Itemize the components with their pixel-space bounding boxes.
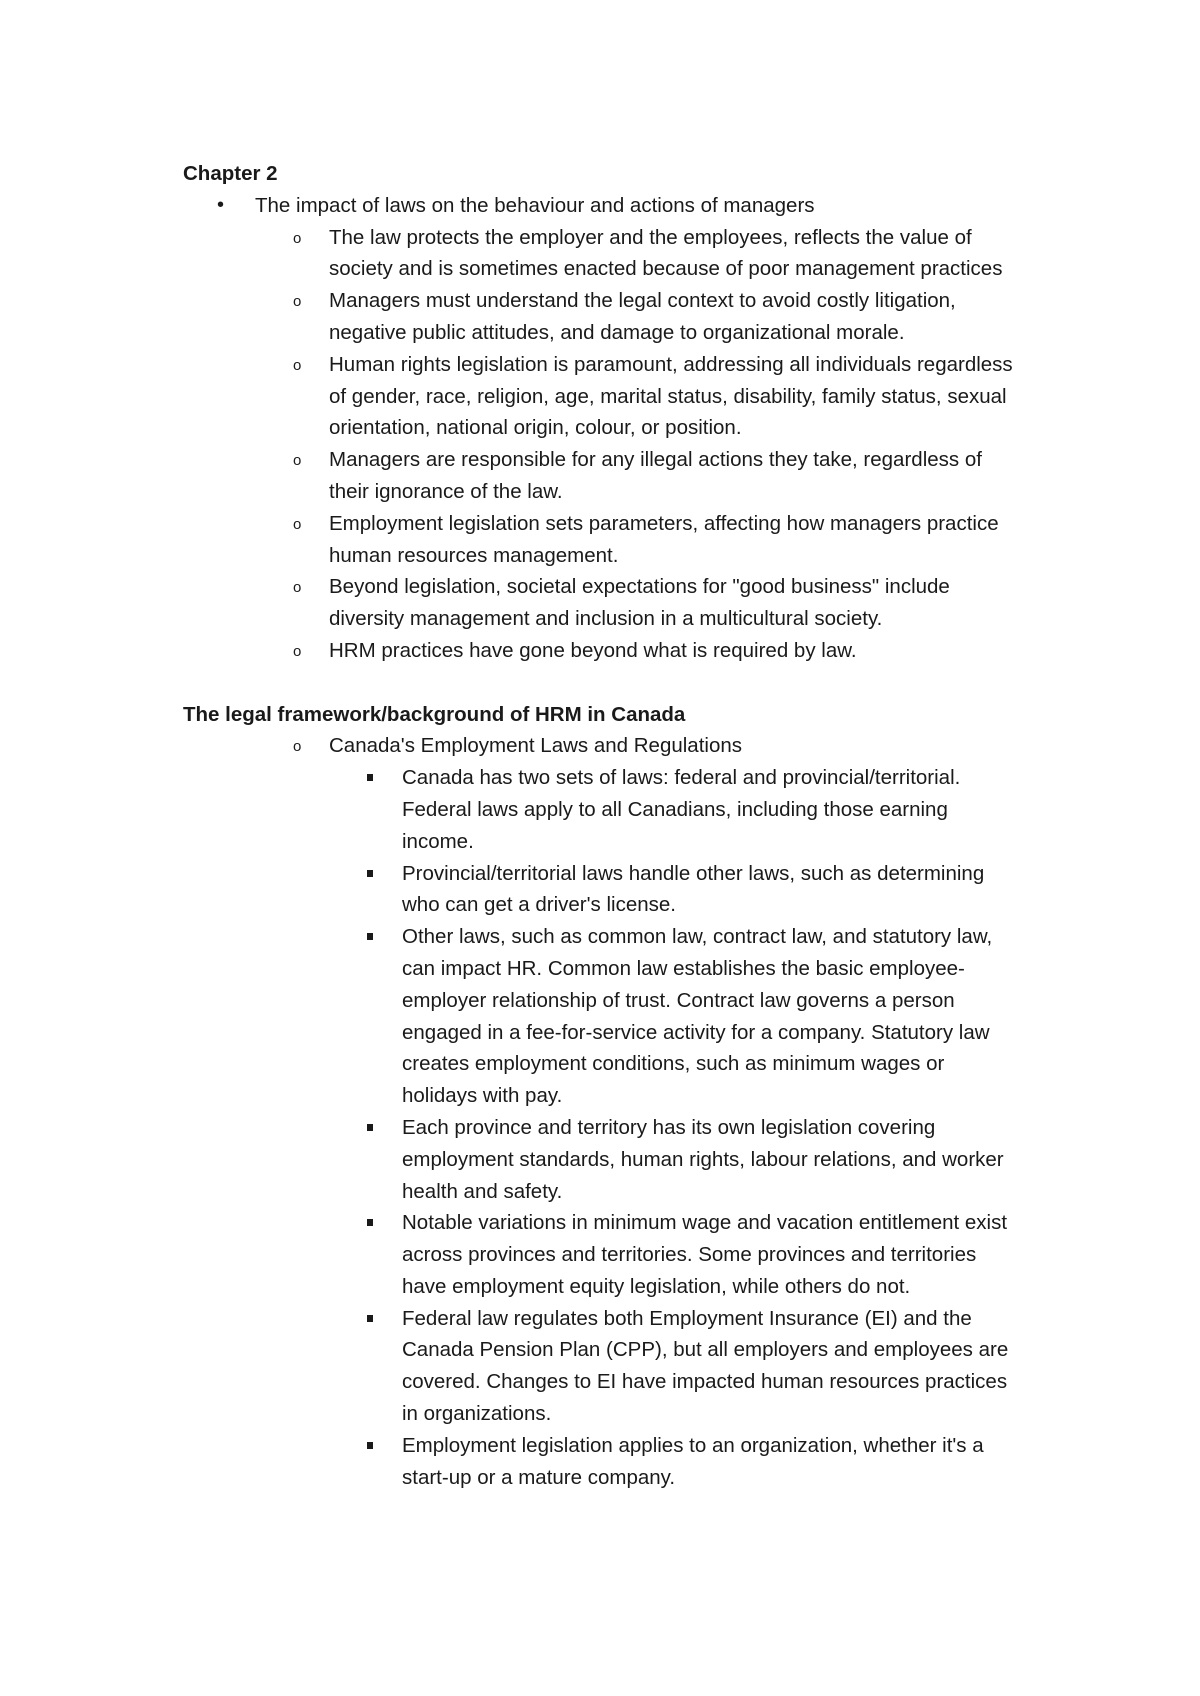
sub-bullet-marker: o [293, 293, 302, 311]
list-item [183, 635, 1043, 667]
list-item [183, 1430, 1043, 1494]
list-item [183, 730, 1043, 762]
list-item [183, 858, 1043, 922]
list-item [183, 285, 1043, 349]
list-item [183, 1207, 1043, 1302]
list-item [183, 1303, 1043, 1430]
sub-bullet-marker: o [293, 515, 302, 533]
sub-bullet-marker: o [293, 356, 302, 374]
sub-bullet-marker: o [293, 452, 302, 470]
detail-text: Canada has two sets of laws: federal and provincial/territorial. Federal laws apply to all Canadians, including those earning income. [402, 766, 961, 853]
impact-sub-list [183, 222, 1043, 667]
detail-text: Employment legislation applies to an organization, whether it's a start-up or a mature company. [402, 1433, 984, 1489]
square-bullet-marker [367, 870, 373, 877]
list-item [183, 571, 1043, 635]
detail-text: Provincial/territorial laws handle other laws, such as determining who can get a driver's license. [402, 861, 985, 917]
sub-bullet-text: Human rights legislation is paramount, addressing all individuals regardless of gender, race, religion, age, marital status, disability, family status, sexual orientation, national origin, colour, or position. [329, 352, 1013, 440]
sub-bullet-text: The law protects the employer and the employees, reflects the value of society and is sometimes enacted because of poor management practices [329, 225, 1003, 281]
square-bullet-marker [367, 1442, 373, 1449]
square-bullet-marker [367, 1124, 373, 1131]
sub-bullet-text: HRM practices have gone beyond what is required by law. [329, 638, 857, 662]
bullet-text: The impact of laws on the behaviour and actions of managers [255, 193, 815, 217]
square-bullet-marker [367, 1315, 373, 1322]
framework-sub-list [183, 730, 1043, 762]
bullet-marker: • [217, 193, 225, 216]
list-item [183, 1112, 1043, 1207]
list-item [183, 349, 1043, 444]
square-bullet-marker [367, 1219, 373, 1226]
list-item [183, 444, 1043, 508]
list-item [183, 190, 1043, 222]
sub-bullet-text: Beyond legislation, societal expectations for "good business" include diversity management and inclusion in a multicultural society. [329, 575, 950, 631]
list-item [183, 762, 1043, 857]
square-bullet-marker [367, 933, 373, 940]
list-item [183, 921, 1043, 1112]
sub-bullet-text: Employment legislation sets parameters, affecting how managers practice human resources management. [329, 511, 999, 567]
section-heading: The legal framework/background of HRM in Canada [183, 702, 686, 726]
document-content [183, 158, 1043, 1493]
chapter-heading: Chapter 2 [183, 162, 278, 185]
detail-text: Each province and territory has its own legislation covering employment standards, human rights, labour relations, and worker health and safety. [402, 1115, 1004, 1203]
detail-text: Other laws, such as common law, contract law, and statutory law, can impact HR. Common law establishes the basic employee-employer relationship of trust. Contract law governs a person engaged in a fee-for-service activity for a company. Statutory law creates employment conditions, such as minimum wages or holidays with pay. [402, 925, 993, 1108]
sub-bullet-text: Canada's Employment Laws and Regulations [329, 734, 743, 758]
sub-bullet-marker: o [293, 229, 302, 247]
sub-bullet-text: Managers are responsible for any illegal actions they take, regardless of their ignorance of the law. [329, 448, 982, 503]
list-item [183, 508, 1043, 572]
sub-bullet-marker: o [293, 579, 302, 597]
chapter-bullet-list [183, 190, 1043, 222]
framework-detail-list [183, 762, 1043, 1493]
detail-text: Federal law regulates both Employment Insurance (EI) and the Canada Pension Plan (CPP), but all employers and employees are covered. Changes to EI have impacted human resources practices in organizations. [402, 1306, 1009, 1426]
list-item [183, 222, 1043, 286]
sub-bullet-marker: o [293, 738, 302, 756]
sub-bullet-text: Managers must understand the legal context to avoid costly litigation, negative public attitudes, and damage to organizational morale. [329, 289, 956, 344]
detail-text: Notable variations in minimum wage and vacation entitlement exist across provinces and territories. Some provinces and territories have employment equity legislation, while others do not. [402, 1211, 1008, 1298]
sub-bullet-marker: o [293, 642, 302, 660]
square-bullet-marker [367, 774, 373, 781]
